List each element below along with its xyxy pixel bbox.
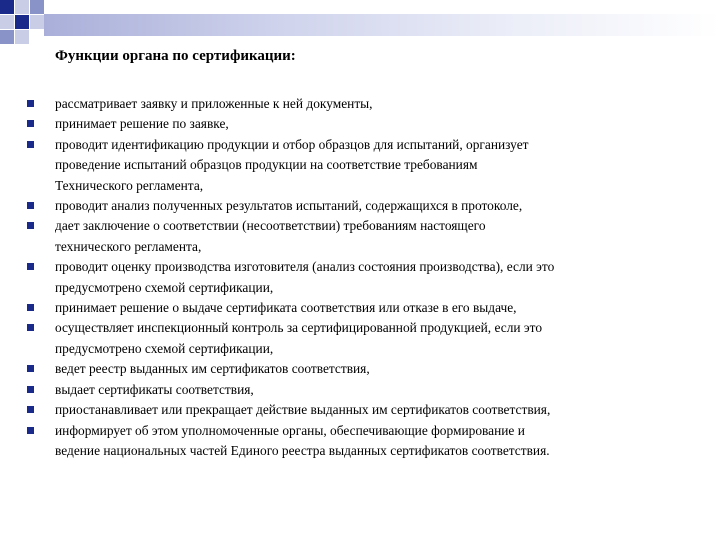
list-item-text: проводит оценку производства изготовителя (анализ состояния производства), если это [55,259,555,275]
list-item-text: технического регламента, [55,238,202,254]
functions-list [0,94,720,461]
decor-square-1 [0,0,14,14]
square-bullet-icon [27,141,34,148]
decor-square-8 [15,30,29,44]
list-item-text: предусмотрено схемой сертификации, [55,279,274,295]
list-item [0,359,720,379]
decor-square-2 [15,0,29,14]
list-item [0,216,720,257]
list-item-text: принимает решение по заявке, [55,116,229,132]
decor-square-5 [15,15,29,29]
decor-square-3 [30,0,44,14]
list-item-text: осуществляет инспекционный контроль за сертифицированной продукцией, если это [55,320,543,336]
list-item [0,135,720,196]
square-bullet-icon [27,202,34,209]
list-item-text: ведет реестр выданных им сертификатов соответствия, [55,361,370,377]
list-item-text: дает заключение о соответствии (несоответствии) требованиям настоящего [55,218,486,234]
list-item-text: рассматривает заявку и приложенные к ней документы, [55,96,373,111]
list-item-text: Технического регламента, [55,177,204,193]
list-item-text: принимает решение о выдаче сертификата соответствия или отказе в его выдаче, [55,300,517,316]
list-item [0,380,720,400]
list-item-text: проводит анализ полученных результатов испытаний, содержащихся в протоколе, [55,198,523,214]
list-item [0,257,720,298]
square-bullet-icon [27,304,34,311]
square-bullet-icon [27,324,34,331]
slide-title: Функции органа по сертификации: [55,48,296,64]
square-bullet-icon [27,263,34,270]
list-item [0,94,720,114]
list-item [0,196,720,216]
square-bullet-icon [27,100,34,107]
list-item-text: проводит идентификацию продукции и отбор образцов для испытаний, организует [55,136,529,152]
list-item [0,114,720,134]
decor-square-4 [0,15,14,29]
square-bullet-icon [27,406,34,413]
decor-square-7 [0,30,14,44]
list-item-text: проведение испытаний образцов продукции на соответствие требованиям [55,157,478,173]
header-gradient-bar [44,14,720,36]
square-bullet-icon [27,120,34,127]
list-item [0,400,720,420]
list-item-text: приостанавливает или прекращает действие выданных им сертификатов соответствия, [55,402,551,418]
list-item-text: ведение национальных частей Единого реестра выданных сертификатов соответствия. [55,442,550,458]
list-item-text: выдает сертификаты соответствия, [55,381,254,397]
list-item [0,421,720,462]
square-bullet-icon [27,427,34,434]
square-bullet-icon [27,386,34,393]
list-item [0,298,720,318]
list-item-text: информирует об этом уполномоченные органы, обеспечивающие формирование и [55,422,525,438]
list-item-text: предусмотрено схемой сертификации, [55,340,274,356]
list-item [0,318,720,359]
square-bullet-icon [27,222,34,229]
decor-square-6 [30,15,44,29]
square-bullet-icon [27,365,34,372]
